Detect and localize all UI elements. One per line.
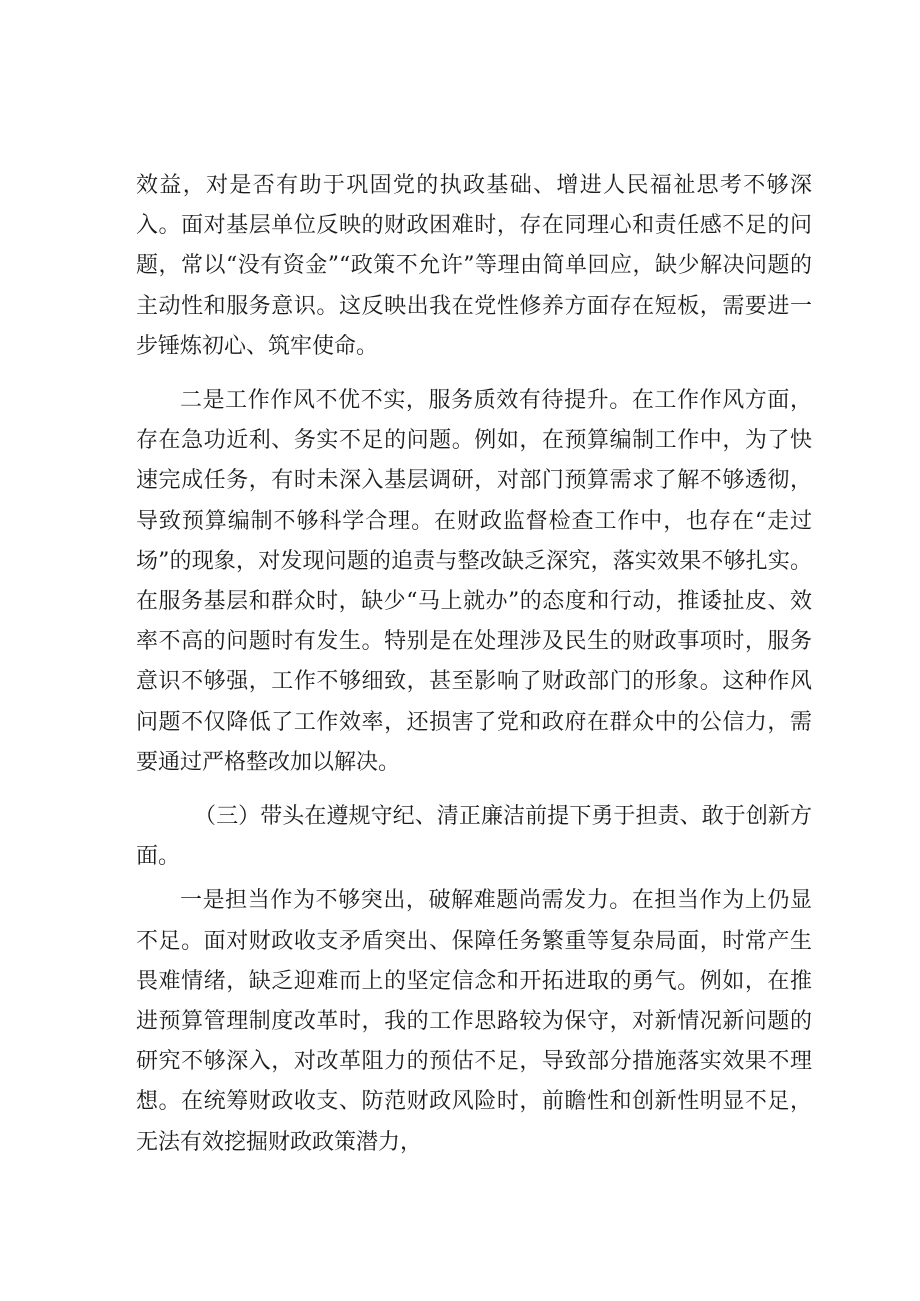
paragraph-responsibility: 一是担当作为不够突出，破解难题尚需发力。在担当作为上仍显不足。面对财政收支矛盾突出、保障任务繁重等复杂局面，时常产生畏难情绪，缺乏迎难而上的坚定信念和开拓进取的勇气。例如，在推进预算管理制度改革时，我的工作思路较为保守，对新情况新问题的研究不够深入，对改革阻力的预估不足，导致部分措施落实效果不理想。在统筹财政收支、防范财政风险时，前瞻性和创新性明显不足，无法有效挖掘财政政策潜力， — [136, 888, 812, 1155]
document-body — [136, 166, 812, 1163]
paragraph-work-style: 二是工作作风不优不实，服务质效有待提升。在工作作风方面，存在急功近利、务实不足的问题。例如，在预算编制工作中，为了快速完成任务，有时未深入基层调研，对部门预算需求了解不够透彻，导致预算编制不够科学合理。在财政监督检查工作中，也存在“走过场”的现象，对发现问题的追责与整改缺乏深究，落实效果不够扎实。在服务基层和群众时，缺少“马上就办”的态度和行动，推诿扯皮、效率不高的问题时有发生。特别是在处理涉及民生的财政事项时，服务意识不够强，工作不够细致，甚至影响了财政部门的形象。这种作风问题不仅降低了工作效率，还损害了党和政府在群众中的公信力，需要通过严格整改加以解决。 — [136, 388, 812, 775]
paragraph-continuation: 效益，对是否有助于巩固党的执政基础、增进人民福祉思考不够深入。面对基层单位反映的财政困难时，存在同理心和责任感不足的问题，常以“没有资金”“政策不允许”等理由简单回应，缺少解决问题的主动性和服务意识。这反映出我在党性修养方面存在短板，需要进一步锤炼初心、筑牢使命。 — [136, 173, 812, 359]
section-heading-3: （三）带头在遵规守纪、清正廉洁前提下勇于担责、敢于创新方面。 — [136, 804, 812, 870]
